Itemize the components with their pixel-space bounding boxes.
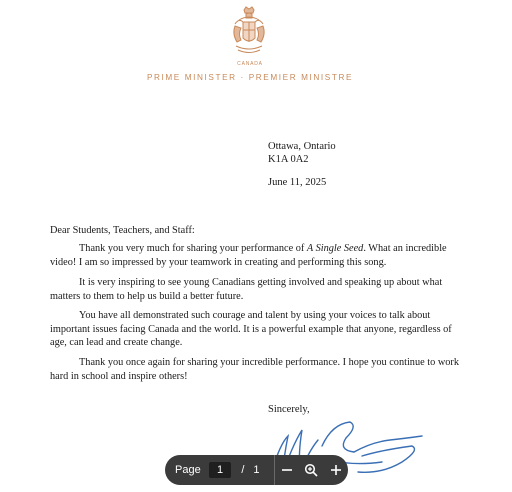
page-separator: / [241, 464, 245, 476]
paragraph-line: hard in school and inspire others! [50, 370, 188, 382]
address-line-postal: K1A 0A2 [268, 153, 309, 165]
page-label: Page [175, 464, 201, 476]
salutation: Dear Students, Teachers, and Staff: [50, 225, 195, 236]
total-pages: 1 [253, 464, 260, 476]
magnifier-icon [304, 463, 318, 477]
coat-of-arms-icon [229, 6, 269, 62]
minus-icon [281, 464, 293, 476]
paragraph-line: It is very inspiring to see young Canadians getting involved and speaking up about what [79, 277, 443, 288]
plus-icon [330, 464, 342, 476]
closing: Sincerely, [268, 404, 310, 415]
paragraph-line: video! I am so impressed by your teamwork in creating and performing this song. [50, 256, 387, 268]
paragraph-2 [50, 276, 480, 303]
office-title: PRIME MINISTER · PREMIER MINISTRE [146, 73, 354, 82]
text-span: . What an incredible [363, 243, 447, 254]
paragraph-line [50, 242, 480, 256]
paragraph-4 [50, 356, 480, 383]
zoom-in-button[interactable] [323, 455, 348, 485]
paragraph-line: important issues facing Canada and the world. It is a powerful example that anyone, regardless of [50, 323, 452, 335]
paragraph-1 [50, 242, 480, 269]
text-span: Thank you very much for sharing your performance of [79, 243, 307, 254]
paragraph-line: Thank you once again for sharing your incredible performance. I hope you continue to work [79, 357, 459, 368]
page-number-input[interactable]: 1 [209, 462, 232, 478]
letter-date: June 11, 2025 [268, 177, 327, 188]
paragraph-line: matters to them to help us build a better future. [50, 290, 244, 302]
paragraph-line: age, can lead and create change. [50, 337, 183, 348]
address-line-city: Ottawa, Ontario [268, 141, 336, 152]
crest-caption: CANADA [237, 61, 263, 67]
paragraph-line: You have all demonstrated such courage and talent by using your voices to talk about [79, 310, 431, 321]
address-block [268, 141, 336, 166]
pdf-viewer-toolbar [165, 455, 348, 485]
paragraph-3 [50, 309, 480, 350]
zoom-fit-button[interactable] [299, 455, 324, 485]
zoom-out-button[interactable] [274, 455, 299, 485]
song-title: A Single Seed [306, 243, 364, 254]
